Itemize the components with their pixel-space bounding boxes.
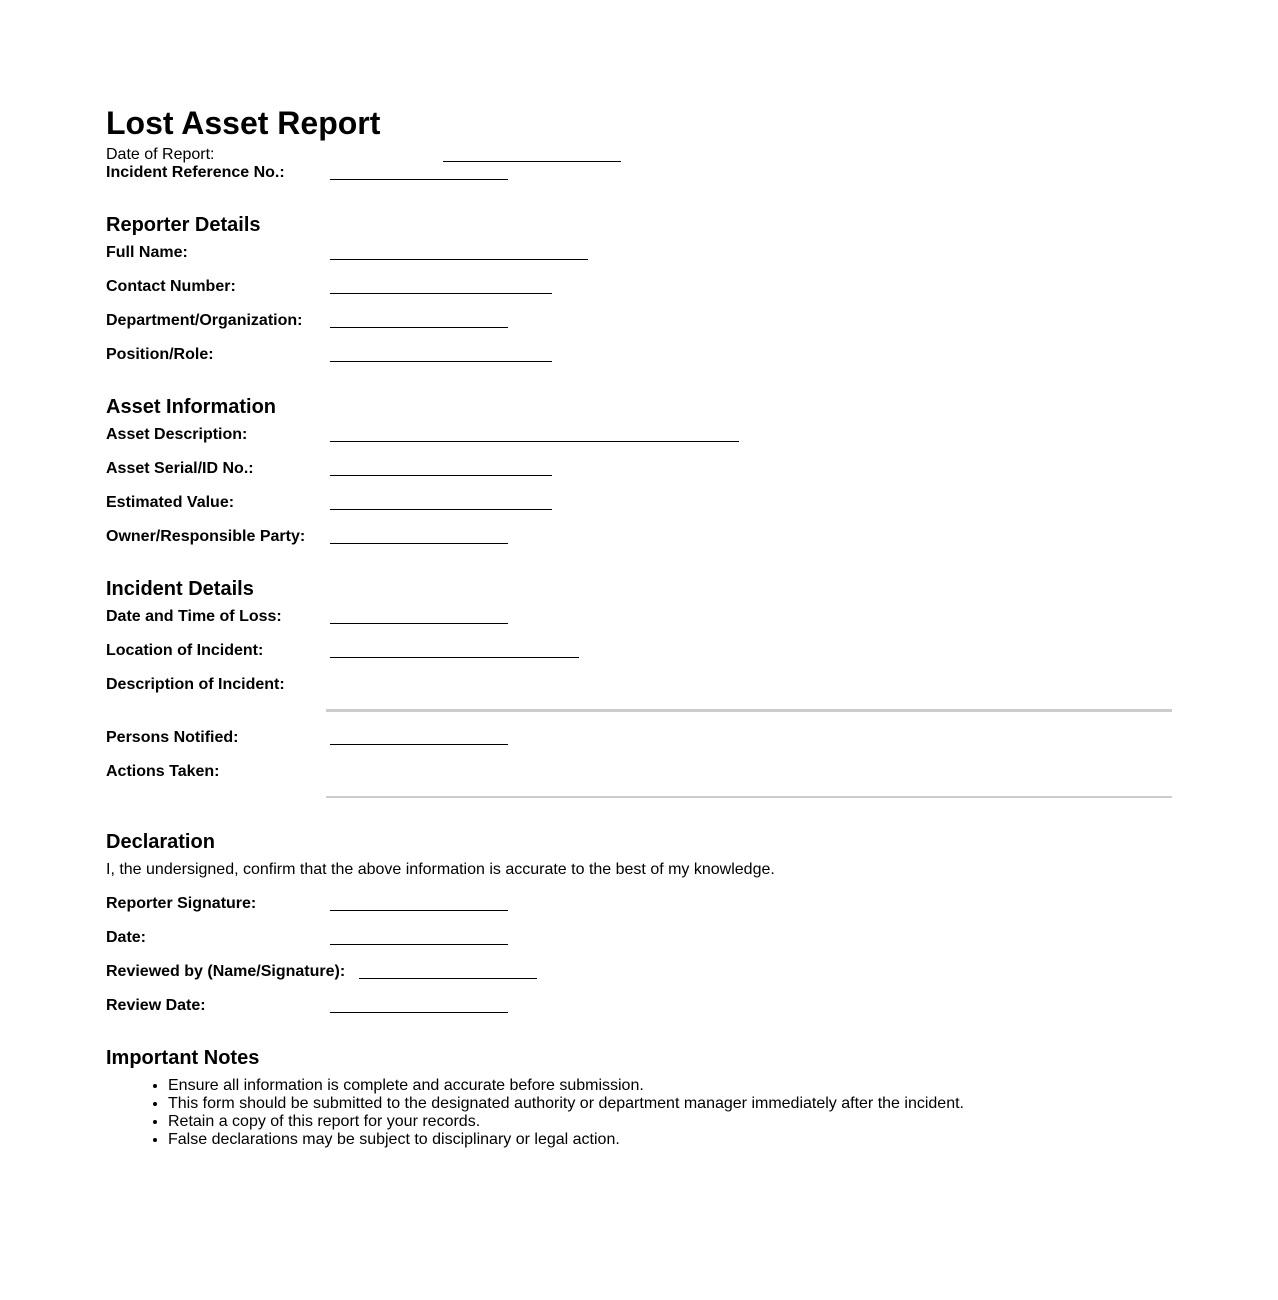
declaration-date-field[interactable] [330, 944, 508, 945]
owner-field[interactable] [330, 543, 508, 544]
position-label: Position/Role: [106, 346, 214, 363]
date-time-of-loss-field[interactable] [330, 623, 508, 624]
location-field[interactable] [330, 657, 579, 658]
incident-description-label: Description of Incident: [106, 676, 285, 693]
reporter-signature-field[interactable] [330, 910, 508, 911]
location-label: Location of Incident: [106, 642, 264, 659]
persons-notified-label: Persons Notified: [106, 729, 239, 746]
full-name-field[interactable] [330, 259, 588, 260]
section-declaration: Declaration [106, 831, 215, 853]
asset-serial-field[interactable] [330, 475, 552, 476]
asset-serial-label: Asset Serial/ID No.: [106, 460, 254, 477]
page-title: Lost Asset Report [106, 105, 381, 141]
department-label: Department/Organization: [106, 312, 303, 329]
review-date-field[interactable] [330, 1012, 508, 1013]
contact-number-label: Contact Number: [106, 278, 236, 295]
owner-label: Owner/Responsible Party: [106, 528, 306, 545]
actions-taken-field[interactable] [326, 796, 1172, 798]
contact-number-field[interactable] [330, 293, 552, 294]
section-reporter-details: Reporter Details [106, 214, 261, 236]
actions-taken-label: Actions Taken: [106, 763, 220, 780]
full-name-label: Full Name: [106, 244, 188, 261]
reporter-signature-label: Reporter Signature: [106, 895, 257, 912]
incident-description-field[interactable] [326, 709, 1172, 712]
section-asset-information: Asset Information [106, 396, 277, 418]
asset-description-field[interactable] [330, 441, 739, 442]
incident-ref-label: Incident Reference No.: [106, 164, 285, 181]
reviewed-by-field[interactable] [359, 978, 537, 979]
list-item: • False declarations may be subject to disciplinary or legal action. [168, 1131, 964, 1149]
estimated-value-field[interactable] [330, 509, 552, 510]
estimated-value-label: Estimated Value: [106, 494, 235, 511]
incident-ref-field[interactable] [330, 179, 508, 180]
asset-description-label: Asset Description: [106, 426, 248, 443]
list-item: • Retain a copy of this report for your records. [168, 1113, 964, 1131]
section-incident-details: Incident Details [106, 578, 254, 600]
declaration-date-label: Date: [106, 929, 147, 946]
date-of-report-label: Date of Report: [106, 146, 215, 163]
persons-notified-field[interactable] [330, 744, 508, 745]
list-item: • This form should be submitted to the designated authority or department manager immediately after the incident. [168, 1095, 964, 1113]
department-field[interactable] [330, 327, 508, 328]
date-time-of-loss-label: Date and Time of Loss: [106, 608, 282, 625]
declaration-statement: I, the undersigned, confirm that the above information is accurate to the best of my knowledge. [106, 861, 775, 878]
notes-list [106, 1077, 964, 1149]
review-date-label: Review Date: [106, 997, 206, 1014]
list-item: • Ensure all information is complete and accurate before submission. [168, 1077, 964, 1095]
position-field[interactable] [330, 361, 552, 362]
date-of-report-field[interactable] [443, 161, 621, 162]
section-important-notes: Important Notes [106, 1047, 260, 1069]
reviewed-by-label: Reviewed by (Name/Signature): [106, 963, 346, 980]
